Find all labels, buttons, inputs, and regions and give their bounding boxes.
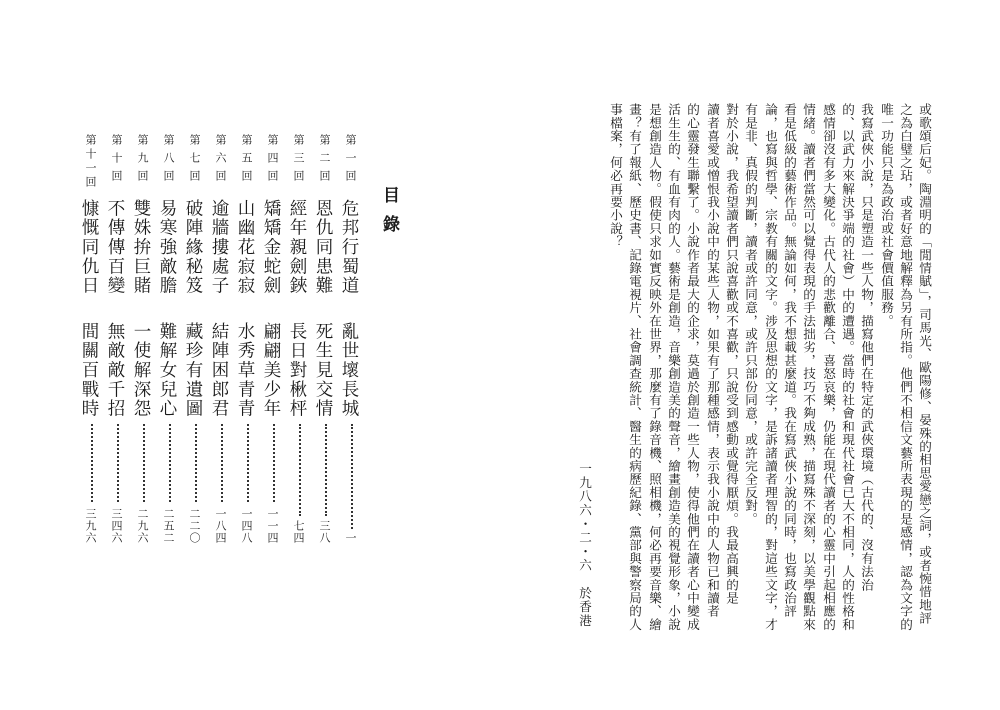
toc-page-number: 二五二 [162,508,175,544]
toc-leader-dots [169,424,171,502]
preface-column: 情緒。讀者們當然可以覺得表現的手法拙劣，技巧不夠成熟，描寫殊不深刻，以美學觀點來 [801,103,816,631]
toc-title-line1: 不傳傳百變 [105,199,125,296]
toc-leader-dots [91,424,93,502]
toc-entry[interactable] [157,134,178,544]
toc-title-line1: 經年親劍鋏 [287,199,307,296]
toc-entry[interactable] [183,134,204,544]
toc-title-line1: 恩仇同患難 [313,199,333,296]
toc-leader-dots [273,424,275,502]
preface-column: 事檔案，何必再要小說？ [608,103,623,249]
toc-title-line1: 雙姝拚巨賭 [131,199,151,296]
preface-column: 活生生的、有血有肉的人。藝術是創造，音樂創造美的聲音，繪畫創造美的視覺形象，小說 [666,103,681,631]
preface-column: 是想創造人物。假使只求如實反映外在世界，那麼有了錄音機、照相機，何必再要音樂、繪 [647,103,662,631]
toc-entry[interactable] [235,134,256,544]
toc-title-line2: 一使解深怨 [131,322,151,419]
toc-leader-dots [351,424,353,529]
toc-page-number: 七四 [292,520,305,544]
toc-page-number: 三四六 [110,508,123,544]
toc-title-line2: 死生見交情 [313,322,333,419]
toc-page-number: 一四八 [240,508,253,544]
preface-column: 感情卻沒有多大變化。古代人的悲歡離合、喜怒哀樂，仍能在現代讀者的心靈中引起相應的 [821,103,836,631]
toc-title: 目錄 [379,186,399,244]
toc-entry[interactable] [287,134,308,544]
toc-chapter-number: 第三回 [292,134,305,188]
toc-page-number: 一 [344,532,357,544]
toc-entry[interactable] [339,134,360,544]
toc-chapter-number: 第一回 [344,134,357,188]
preface-column: 讀者喜愛或憎恨我小說中的某些人物，如果有了那種感情，表示我小說中的人物已和讀者 [705,103,720,618]
toc-title-line2: 藏珍有遺圖 [183,322,203,419]
toc-leader-dots [195,424,197,502]
toc-chapter-number: 第九回 [136,134,149,188]
preface-column: 或歌頌后妃。陶淵明的「閒情賦」，司馬光、歐陽修、晏殊的相思愛戀之詞，或者惋惜地評 [917,103,932,625]
preface-column: 有是非、真假的判斷，讀者或許同意，或許只部份同意，或許完全反對。 [743,103,758,526]
toc-chapter-number: 第八回 [162,134,175,188]
toc-entry[interactable] [313,134,334,544]
toc-entry[interactable] [261,134,282,544]
toc-title-line1: 山幽花寂寂 [235,199,255,296]
toc-chapter-number: 第二回 [318,134,331,188]
toc-chapter-number: 第五回 [240,134,253,188]
toc-leader-dots [117,424,119,502]
toc-title-line2: 水秀草青青 [235,322,255,419]
toc-title-line2: 結陣困郎君 [209,322,229,419]
preface-signature: 一九八六・二・六 於香港 [577,462,592,628]
preface-column: 論，也寫與哲學、宗教有關的文字。涉及思想的文字，是訴諸讀者理智的，對這些文字，才 [763,103,778,631]
toc-chapter-number: 第十回 [110,134,123,188]
preface-column: 唯一功能只是為政治或社會價值服務。 [879,103,894,328]
toc-leader-dots [143,424,145,502]
toc-title-line1: 易寒強敵膽 [157,199,177,296]
preface-column: 畫？有了報紙、歷史書、記錄電視片、社會調查統計、醫生的病歷紀錄、黨部與警察局的人 [627,103,642,631]
toc-title-line2: 翩翩美少年 [261,322,281,419]
preface-column: 的、以武力來解決爭端的社會）中的遭遇。當時的社會和現代社會已大不相同，人的性格和 [840,103,855,631]
toc-chapter-number: 第四回 [266,134,279,188]
toc-entry[interactable] [209,134,230,544]
toc-title-line2: 難解女兒心 [157,322,177,419]
toc-leader-dots [247,424,249,502]
toc-chapter-number: 第七回 [188,134,201,188]
toc-chapter-number: 第十一回 [84,134,97,190]
toc-leader-dots [299,424,301,516]
toc-title-line1: 危邦行蜀道 [339,199,359,296]
toc-page-number: 三八 [318,520,331,544]
toc-title-line1: 破陣緣秘笈 [183,199,203,296]
toc-entry[interactable] [131,134,152,544]
toc-page-number: 一八四 [214,508,227,544]
preface-column: 之為白璧之玷，或者好意地解釋為另有所指。他們不相信文藝所表現的是感情，認為文字的 [898,103,913,631]
preface-column: 的心靈發生聯繫了。小說作者最大的企求，莫過於創造一些人物，使得他們在讀者心中變成 [685,103,700,631]
toc-title-line1: 逾牆摟處子 [209,199,229,296]
toc-chapter-number: 第六回 [214,134,227,188]
toc-title-line2: 亂世壞長城 [339,322,359,419]
toc-page-number: 二九六 [136,508,149,544]
toc-entry[interactable] [79,134,100,544]
toc-page-number: 三九六 [84,508,97,544]
toc-leader-dots [221,424,223,502]
toc-page-number: 一一四 [266,508,279,544]
toc-page-number: 二二〇 [188,508,201,544]
toc-title-line2: 間關百戰時 [79,322,99,419]
preface-column: 我寫武俠小說，只是塑造一些人物，描寫他們在特定的武俠環境（古代的、沒有法治 [859,103,874,592]
preface-column: 對於小說，我希望讀者們只說喜歡或不喜歡，只說受到感動或覺得厭煩。我最高興的是 [724,103,739,605]
toc-title-line2: 長日對楸枰 [287,322,307,419]
toc-entry[interactable] [105,134,126,544]
toc-leader-dots [325,424,327,516]
preface-column: 看是低級的藝術作品。無論如何，我不想載甚麼道。我在寫武俠小說的同時，也寫政治評 [782,103,797,618]
toc-title-line1: 慷慨同仇日 [79,199,99,296]
toc-title-line2: 無敵敵千招 [105,322,125,419]
toc-title-line1: 矯矯金蛇劍 [261,199,281,296]
